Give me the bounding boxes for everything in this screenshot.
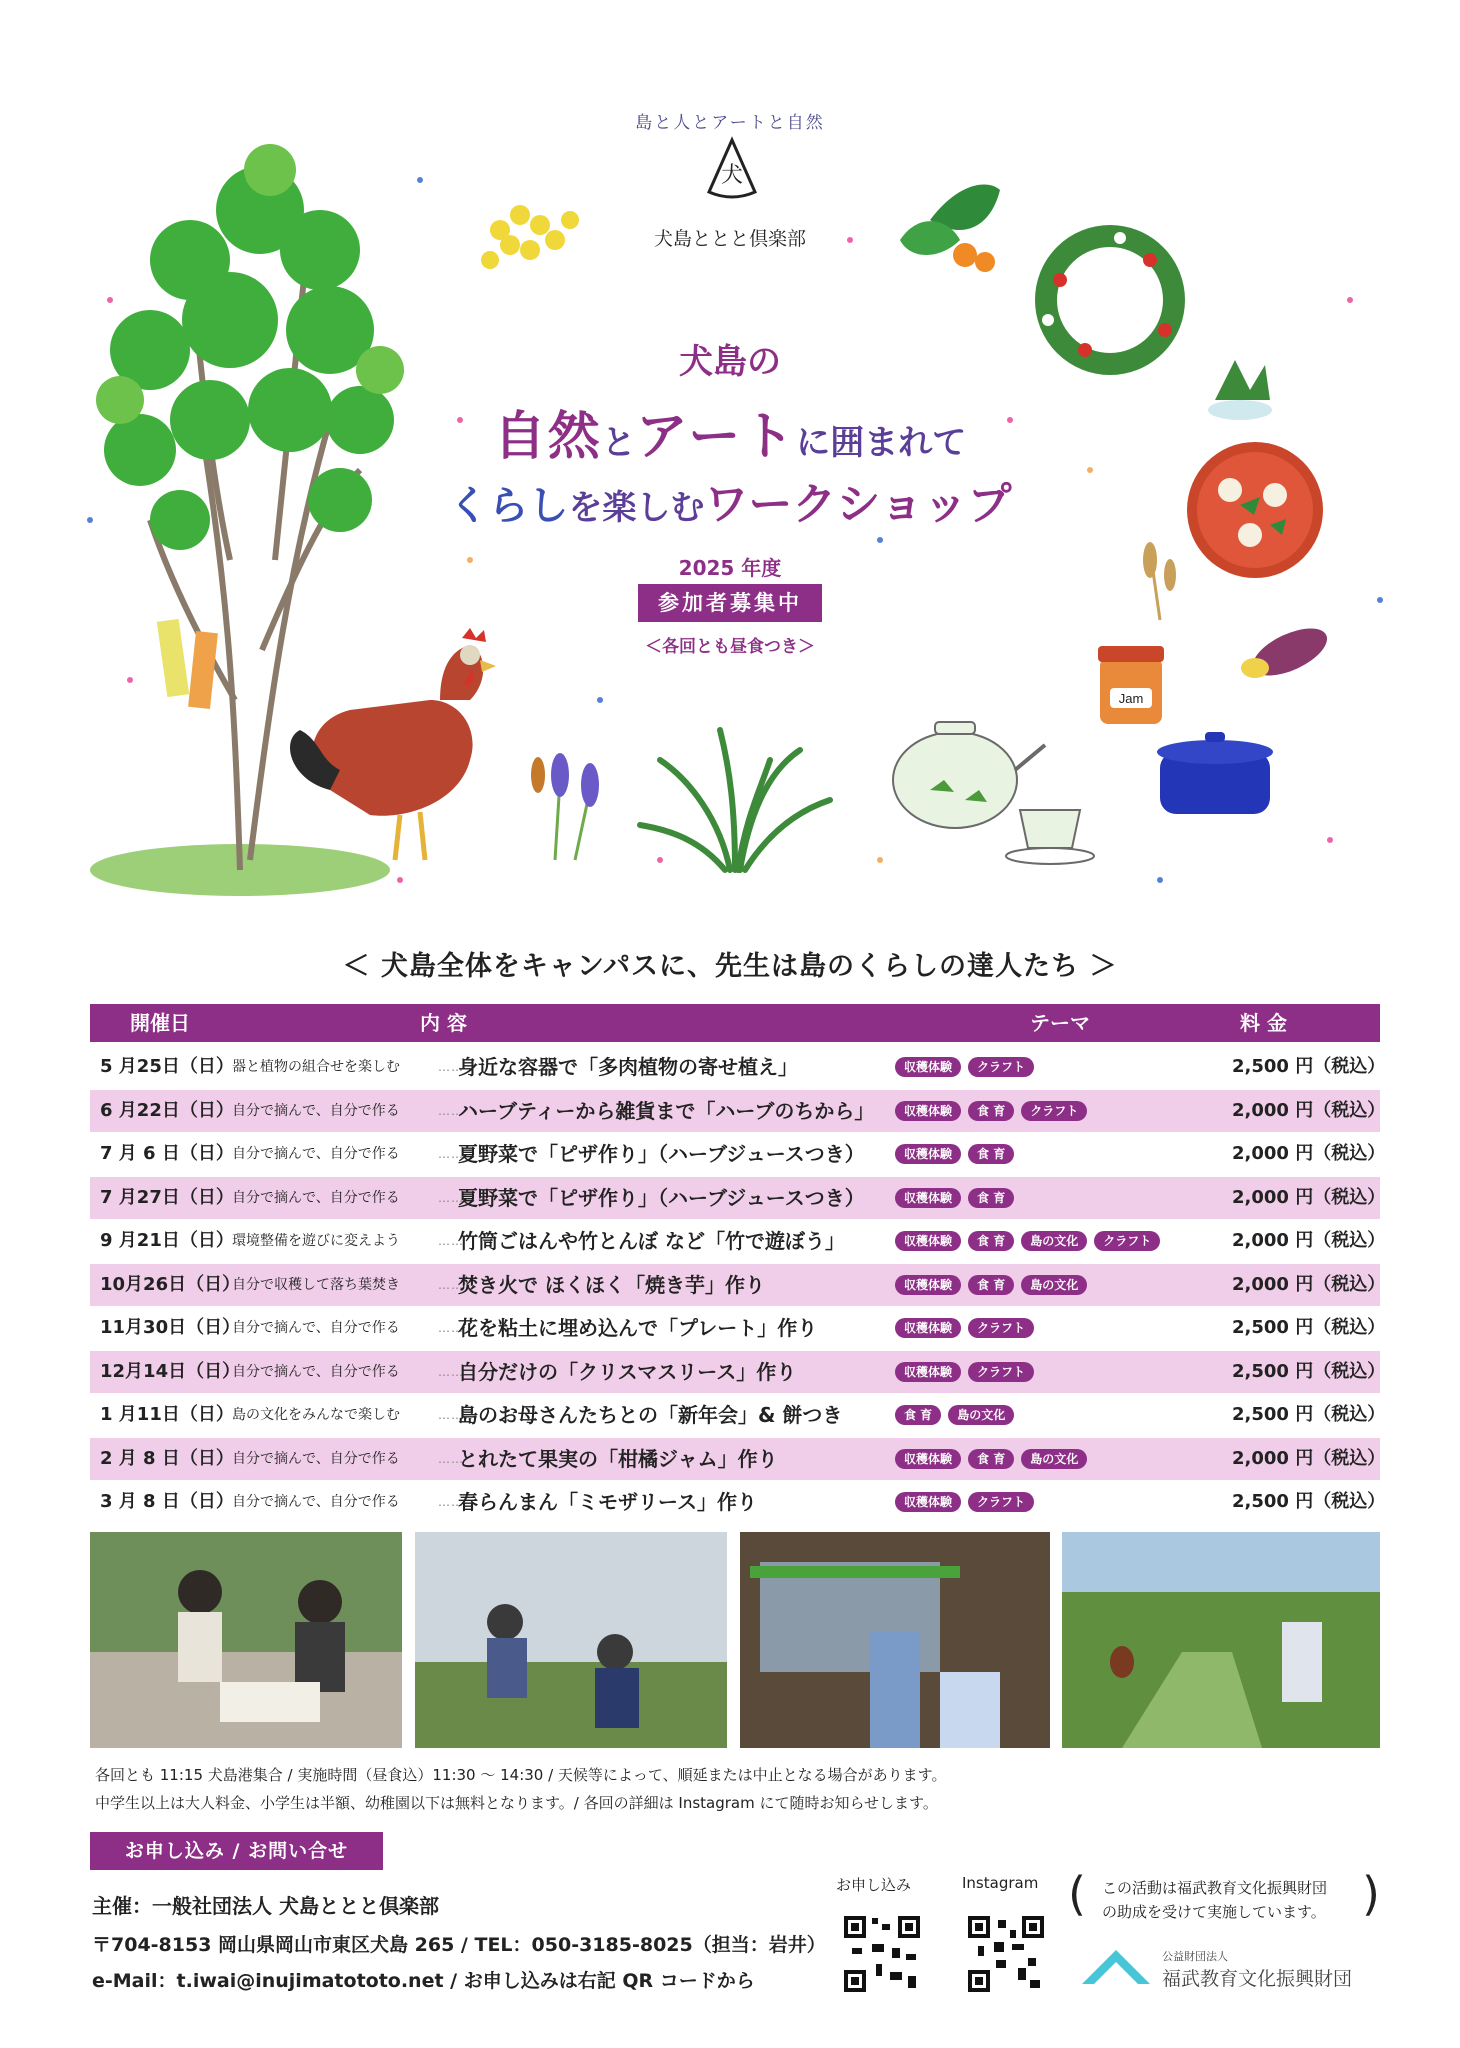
row-leader: …… <box>438 1103 464 1118</box>
title-word-nature: 自然 <box>493 407 602 467</box>
row-theme-tags <box>895 1188 1014 1208</box>
photo-garden-rooster <box>1062 1532 1380 1748</box>
title-word-art: アート <box>635 407 797 467</box>
row-leader: …… <box>438 1364 464 1379</box>
theme-tag: 食 育 <box>968 1275 1014 1295</box>
jam-jar-icon <box>1098 646 1164 724</box>
row-price: 2,500 円（税込） <box>1232 1317 1386 1338</box>
theme-tag: 食 育 <box>968 1449 1014 1469</box>
theme-tag: 島の文化 <box>1021 1449 1087 1469</box>
row-date: 6 月22日（日） <box>100 1099 234 1121</box>
row-title: 夏野菜で「ピザ作り」（ハーブジュースつき） <box>458 1142 865 1166</box>
row-theme-tags <box>895 1057 1034 1077</box>
rooster-icon <box>290 628 496 860</box>
contact-badge: お申し込み / お問い合せ <box>90 1832 383 1870</box>
row-subtitle: 自分で収穫して落ち葉焚き <box>232 1276 400 1293</box>
row-title: 自分だけの「クリスマスリース」作り <box>458 1359 797 1384</box>
theme-tag: 収穫体験 <box>895 1231 961 1251</box>
foundation-logo-icon <box>1078 1944 1154 1988</box>
theme-tag: クラフト <box>968 1318 1034 1338</box>
theme-tag: 収穫体験 <box>895 1449 961 1469</box>
lunch-note: ＜各回とも昼食つき＞ <box>645 637 815 657</box>
logo-glyph: 犬 <box>720 163 744 188</box>
table-row <box>90 1264 1386 1306</box>
qr-instagram-label: Instagram <box>962 1874 1039 1892</box>
row-subtitle: 自分で摘んで、自分で作る <box>232 1146 400 1162</box>
theme-tag: 食 育 <box>968 1101 1014 1121</box>
theme-tag: クラフト <box>1021 1101 1087 1121</box>
row-price: 2,000 円（税込） <box>1232 1186 1386 1208</box>
theme-tag: 島の文化 <box>948 1405 1014 1425</box>
theme-tag: 島の文化 <box>1021 1275 1087 1295</box>
table-row <box>90 1481 1386 1523</box>
tanzaku-yellow <box>157 619 189 697</box>
row-date: 10月26日（日） <box>100 1273 241 1295</box>
theme-tag: 収穫体験 <box>895 1492 961 1512</box>
row-subtitle: 器と植物の組合せを楽しむ <box>232 1059 400 1075</box>
row-theme-tags <box>895 1405 1014 1425</box>
row-subtitle: 自分で摘んで、自分で作る <box>232 1363 400 1380</box>
theme-tag: 収穫体験 <box>895 1362 961 1382</box>
jam-label: Jam <box>1118 691 1144 706</box>
note-line-1: 各回とも 11:15 犬島港集合 / 実施時間（昼食込）11:30 ～ 14:30 / 天候等によって、順延または中止となる場合があります。 <box>95 1766 947 1784</box>
theme-tag: 食 育 <box>968 1188 1014 1208</box>
foundation-name: 福武教育文化振興財団 <box>1162 1968 1353 1990</box>
title-word-life: くらし <box>448 483 569 529</box>
row-theme-tags <box>895 1144 1014 1164</box>
title-word-to: と <box>601 423 636 463</box>
row-price: 2,500 円（税込） <box>1232 1056 1386 1077</box>
row-theme-tags <box>895 1449 1087 1469</box>
row-title: 夏野菜で「ピザ作り」（ハーブジュースつき） <box>458 1185 865 1210</box>
row-price: 2,500 円（税込） <box>1232 1491 1386 1512</box>
row-title: 竹筒ごはんや竹とんぼ など「竹で遊ぼう」 <box>458 1229 845 1253</box>
paren-close: ) <box>1362 1867 1380 1921</box>
title-line-3 <box>0 468 1460 532</box>
cooking-pot-icon <box>1157 732 1273 814</box>
theme-tag: 島の文化 <box>1021 1231 1087 1251</box>
title-line-1: 犬島の <box>679 342 781 382</box>
row-title: 春らんまん「ミモザリース」作り <box>458 1490 757 1514</box>
theme-tag: 収穫体験 <box>895 1057 961 1077</box>
row-date: 7 月 6 日（日） <box>100 1143 234 1164</box>
theme-tag: 収穫体験 <box>895 1188 961 1208</box>
photo-greenhouse <box>415 1532 727 1748</box>
row-price: 2,000 円（税込） <box>1232 1447 1386 1469</box>
recruiting-badge: 参加者募集中 <box>638 584 822 622</box>
row-theme-tags <box>895 1231 1160 1251</box>
row-title: 焚き火で ほくほく「焼き芋」作り <box>458 1272 765 1297</box>
theme-tag: 食 育 <box>968 1144 1014 1164</box>
title-word-enjoy: を楽しむ <box>568 488 705 528</box>
note-line-2: 中学生以上は大人料金、小学生は半額、幼稚園以下は無料となります。/ 各回の詳細は Instagram にて随時お知らせします。 <box>95 1794 938 1812</box>
theme-tag: クラフト <box>968 1057 1034 1077</box>
row-theme-tags <box>895 1275 1087 1295</box>
row-leader: …… <box>438 1277 464 1292</box>
row-date: 5 月25日（日） <box>100 1056 234 1077</box>
row-subtitle: 自分で摘んで、自分で作る <box>232 1320 400 1336</box>
support-text <box>1102 1876 1327 1924</box>
theme-tag: 収穫体験 <box>895 1275 961 1295</box>
organizer: 主催：一般社団法人 犬島ととと倶楽部 <box>92 1894 439 1918</box>
row-subtitle: 島の文化をみんなで楽しむ <box>232 1407 400 1423</box>
support-line-2: の助成を受けて実施しています。 <box>1102 1903 1326 1921</box>
title-word-workshop: ワークショップ <box>704 479 1012 530</box>
row-price: 2,000 円（税込） <box>1232 1099 1386 1121</box>
row-subtitle: 自分で摘んで、自分で作る <box>232 1189 400 1206</box>
header-date: 開催日 <box>130 1011 190 1035</box>
table-row <box>90 1394 1386 1436</box>
theme-tag: クラフト <box>968 1492 1034 1512</box>
row-theme-tags <box>895 1492 1034 1512</box>
row-title: 身近な容器で「多肉植物の寄せ植え」 <box>458 1055 798 1079</box>
row-date: 7 月27日（日） <box>100 1186 234 1208</box>
theme-tag: 収穫体験 <box>895 1144 961 1164</box>
row-theme-tags <box>895 1318 1034 1338</box>
fiscal-year: 2025 年度 <box>678 556 782 580</box>
row-title: とれたて果実の「柑橘ジャム」作り <box>458 1446 778 1471</box>
row-date: 2 月 8 日（日） <box>100 1447 234 1469</box>
email[interactable]: e-Mail：t.iwai@inujimatototo.net / お申し込みは右記 QR コードから <box>92 1970 755 1992</box>
row-subtitle: 自分で摘んで、自分で作る <box>232 1102 400 1119</box>
header-theme: テーマ <box>1030 1011 1090 1035</box>
support-line-1: この活動は福武教育文化振興財団 <box>1102 1879 1328 1897</box>
row-leader: …… <box>438 1060 464 1074</box>
teacup-icon <box>1006 810 1094 864</box>
row-date: 3 月 8 日（日） <box>100 1491 234 1512</box>
photo-house-garland <box>740 1532 1050 1748</box>
row-leader: …… <box>438 1495 464 1509</box>
paren-open: ( <box>1068 1867 1086 1921</box>
row-title: 島のお母さんたちとの「新年会」& 餅つき <box>458 1403 843 1427</box>
qr-apply-label: お申し込み <box>836 1876 912 1894</box>
table-row <box>90 1177 1386 1219</box>
row-price: 2,500 円（税込） <box>1232 1404 1386 1425</box>
row-theme-tags <box>895 1101 1087 1121</box>
subtitle: ＜ 犬島全体をキャンパスに、先生は島のくらしの達人たち ＞ <box>342 951 1118 982</box>
row-price: 2,500 円（税込） <box>1232 1360 1386 1382</box>
row-price: 2,000 円（税込） <box>1232 1143 1386 1164</box>
title-word-surrounded: に囲まれて <box>796 423 967 463</box>
table-row <box>90 1046 1386 1088</box>
row-date: 1 月11日（日） <box>100 1404 234 1425</box>
club-name: 犬島ととと倶楽部 <box>653 228 806 250</box>
row-date: 11月30日（日） <box>100 1317 241 1338</box>
table-row <box>90 1133 1386 1175</box>
grass-plant-icon <box>640 730 830 870</box>
row-price: 2,000 円（税込） <box>1232 1273 1386 1295</box>
address: 〒704-8153 岡山県岡山市東区犬島 265 / TEL：050-3185-8025（担当：岩井） <box>92 1934 826 1956</box>
header-content: 内 容 <box>420 1011 467 1035</box>
row-leader: …… <box>438 1190 464 1205</box>
table-row <box>90 1438 1386 1480</box>
theme-tag: 収穫体験 <box>895 1101 961 1121</box>
qr-apply-icon[interactable] <box>842 1914 922 1994</box>
row-leader: …… <box>438 1321 464 1335</box>
row-leader: …… <box>438 1451 464 1466</box>
row-subtitle: 自分で摘んで、自分で作る <box>232 1494 400 1510</box>
table-row <box>90 1090 1386 1132</box>
title-line-2 <box>0 394 1460 469</box>
theme-tag: クラフト <box>968 1362 1034 1382</box>
theme-tag: 食 育 <box>968 1231 1014 1251</box>
row-leader: …… <box>438 1234 464 1248</box>
row-leader: …… <box>438 1147 464 1161</box>
table-row <box>90 1220 1386 1262</box>
row-leader: …… <box>438 1408 464 1422</box>
qr-instagram-icon[interactable] <box>966 1914 1046 1994</box>
row-date: 12月14日（日） <box>100 1360 241 1382</box>
theme-tag: 収穫体験 <box>895 1318 961 1338</box>
row-price: 2,000 円（税込） <box>1232 1230 1386 1251</box>
table-row <box>90 1351 1386 1393</box>
row-subtitle: 環境整備を遊びに変えよう <box>232 1233 400 1249</box>
row-title: 花を粘土に埋め込んで「プレート」作り <box>458 1316 818 1340</box>
foundation-type: 公益財団法人 <box>1162 1950 1228 1963</box>
header-fee: 料 金 <box>1240 1011 1287 1035</box>
tagline: 島と人とアートと自然 <box>635 113 825 133</box>
photo-cooking <box>90 1532 402 1748</box>
theme-tag: クラフト <box>1094 1231 1160 1251</box>
row-theme-tags <box>895 1362 1034 1382</box>
lavender-icon <box>531 753 599 860</box>
theme-tag: 食 育 <box>895 1405 941 1425</box>
row-title: ハーブティーから雑貨まで「ハーブのちから」 <box>458 1098 875 1123</box>
table-row <box>90 1307 1386 1349</box>
schedule-table-header <box>90 1004 1380 1042</box>
club-logo-icon <box>705 136 759 206</box>
row-date: 9 月21日（日） <box>100 1230 234 1251</box>
row-subtitle: 自分で摘んで、自分で作る <box>232 1450 400 1467</box>
